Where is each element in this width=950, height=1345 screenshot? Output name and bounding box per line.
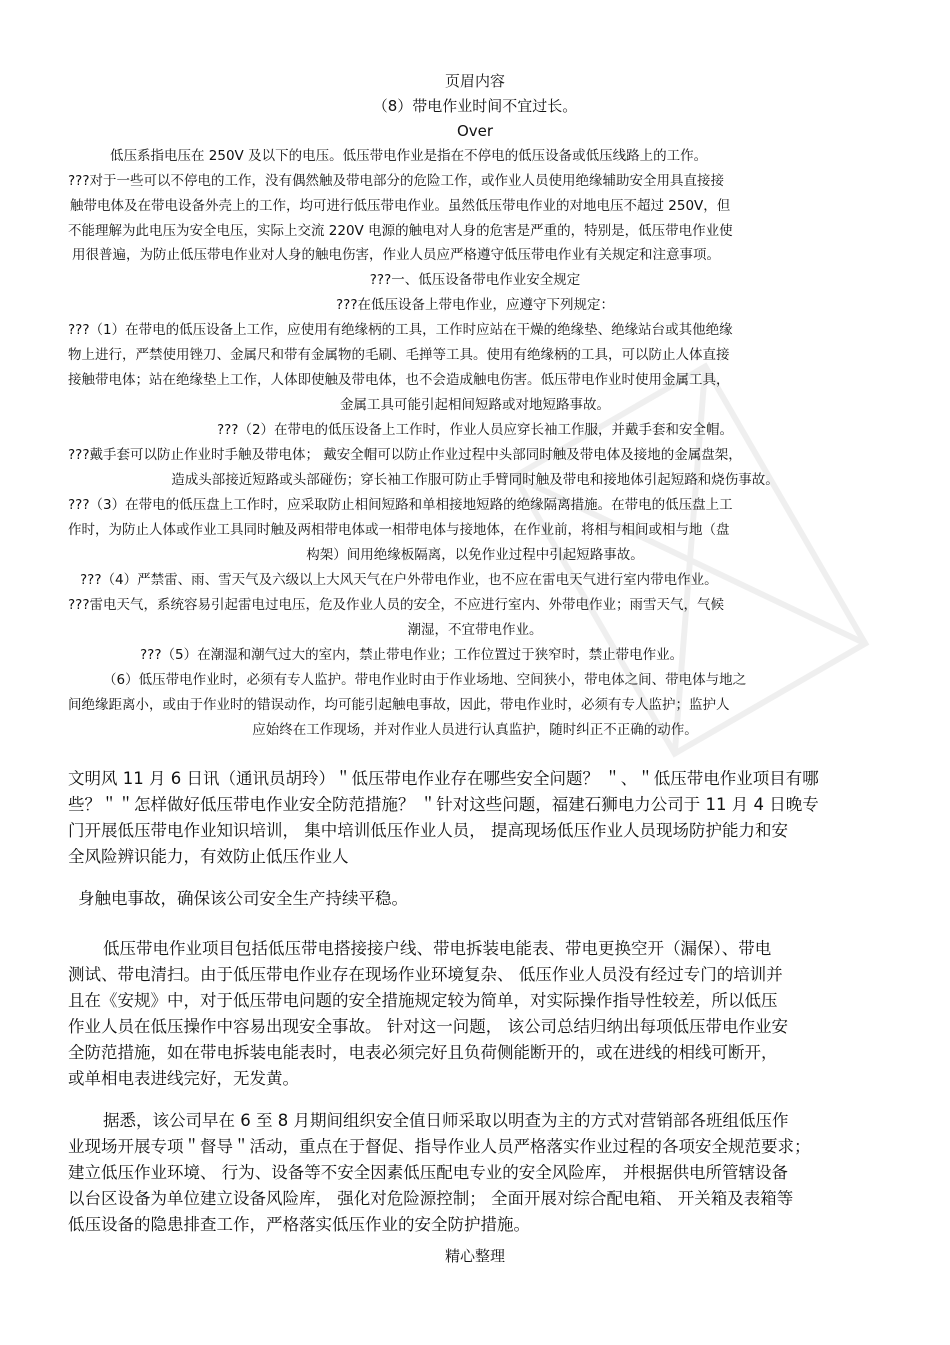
news-paragraph-line: 据悉，该公司早在 6 至 8 月期间组织安全值日师采取以明查为主的方式对营销部各班组低压作 [103, 1111, 789, 1130]
intro-line: 低压系指电压在 250V 及以下的电压。低压带电作业是指在不停电的低压设备或低压线路上的工作。 [110, 148, 708, 164]
page-footer: 精心整理 [444, 1247, 505, 1265]
news-paragraph-line: 建立低压作业环境、 行为、设备等不安全因素低压配电专业的安全风险库， 并根据供电所管辖设备 [68, 1163, 788, 1182]
news-paragraph-line: 测试、带电清扫。由于低压带电作业存在现场作业环境复杂、 低压作业人员没有经过专门的培训并 [68, 965, 783, 984]
news-paragraph-line: 门开展低压带电作业知识培训， 集中培训低压作业人员， 提高现场低压作业人员现场防护能力和安 [68, 821, 788, 840]
rule-line: 作时，为防止人体或作业工具同时触及两相带电体或一相带电体与接地体，在作业前，将相与相间或相与地（盘 [68, 522, 730, 538]
news-paragraph-line: 低压带电作业项目包括低压带电搭接接户线、带电拆装电能表、带电更换空开（漏保）、带电 [103, 939, 772, 958]
intro-line: ???对于一些可以不停电的工作，没有偶然触及带电部分的危险工作，或作业人员使用绝缘辅助安全用具直接接 [68, 173, 724, 189]
news-paragraph-line: 全防范措施，如在带电拆装电能表时，电表必须完好且负荷侧能断开的，或在进线的相线可断开， [68, 1043, 778, 1062]
page-header: 页眉内容 [444, 72, 505, 90]
intro-line: 触带电体及在带电设备外壳上的工作，均可进行低压带电作业。虽然低压带电作业的对地电压不超过 250V，但 [70, 198, 731, 214]
section-subtitle: ???在低压设备上带电作业，应遵守下列规定： [336, 297, 614, 313]
rule-line: ???（5）在潮湿和潮气过大的室内，禁止带电作业；工作位置过于狭窄时，禁止带电作业。 [140, 647, 684, 663]
rule-line: 应始终在工作现场，并对作业人员进行认真监护，随时纠正不正确的动作。 [252, 722, 698, 738]
rule-line: 接触带电体；站在绝缘垫上工作，人体即使触及带电体，也不会造成触电伤害。低压带电作业时使用金属工具， [68, 372, 730, 388]
item-8-heading: （8）带电作业时间不宜过长。 [372, 97, 578, 115]
rule-line: （6）低压带电作业时，必须有专人监护。带电作业时由于作业场地、空间狭小，带电体之间、带电体与地之 [103, 672, 747, 688]
rule-line: 物上进行，严禁使用锉刀、金属尺和带有金属物的毛刷、毛掸等工具。使用有绝缘柄的工具，可以防止人体直接 [68, 347, 730, 363]
news-paragraph-line: 作业人员在低压操作中容易出现安全事故。 针对这一问题， 该公司总结归纳出每项低压带电作业安 [68, 1017, 788, 1036]
intro-line: 用很普遍，为防止低压带电作业对人身的触电伤害，作业人员应严格遵守低压带电作业有关规定和注意事项。 [72, 247, 720, 263]
over-label: Over [456, 122, 494, 140]
news-paragraph-line: 文明风 11 月 6 日讯（通讯员胡玲）＂低压带电作业存在哪些安全问题？ ＂、＂低压带电作业项目有哪 [68, 769, 819, 788]
news-paragraph-line: 或单相电表进线完好，无发黄。 [68, 1069, 299, 1088]
intro-line: 不能理解为此电压为安全电压，实际上交流 220V 电源的触电对人身的危害是严重的，特别是，低压带电作业使 [68, 223, 733, 239]
news-paragraph-line: 身触电事故，确保该公司安全生产持续平稳。 [78, 889, 408, 908]
rule-line: ???（4）严禁雷、雨、雪天气及六级以上大风天气在户外带电作业，也不应在雷电天气进行室内带电作业。 [80, 572, 718, 588]
news-paragraph-line: 业现场开展专项＂督导＂活动，重点在于督促、指导作业人员严格落实作业过程的各项安全规范要求； [68, 1137, 811, 1156]
news-paragraph-line: 以台区设备为单位建立设备风险库， 强化对危险源控制； 全面开展对综合配电箱、 开关箱及表箱等 [68, 1189, 794, 1208]
news-paragraph-line: 低压设备的隐患排查工作，严格落实低压作业的安全防护措施。 [68, 1215, 530, 1234]
rule-line: ???雷电天气，系统容易引起雷电过电压，危及作业人员的安全，不应进行室内、外带电作业；雨雪天气，气候 [68, 597, 724, 613]
section-title: ???一、低压设备带电作业安全规定 [369, 272, 581, 288]
rule-line: 金属工具可能引起相间短路或对地短路事故。 [340, 397, 610, 413]
news-paragraph-line: 全风险辨识能力，有效防止低压作业人 [68, 847, 349, 866]
news-paragraph-line: 些？＂＂怎样做好低压带电作业安全防范措施？ ＂针对这些问题，福建石狮电力公司于 11 月 4 日晚专 [68, 795, 819, 814]
rule-line: ???（3）在带电的低压盘上工作时，应采取防止相间短路和单相接地短路的绝缘隔离措施。在带电的低压盘上工 [68, 497, 733, 513]
rule-line: 构架）间用绝缘板隔离，以免作业过程中引起短路事故。 [306, 547, 644, 563]
news-paragraph-line: 且在《安规》中，对于低压带电问题的安全措施规定较为简单，对实际操作指导性较差，所以低压 [68, 991, 778, 1010]
rule-line: 造成头部接近短路或头部碰伤；穿长袖工作服可防止手臂同时触及带电和接地体引起短路和烧伤事故。 [171, 472, 779, 488]
rule-line: ???戴手套可以防止作业时手触及带电体； 戴安全帽可以防止作业过程中头部同时触及带电体及接地的金属盘架， [68, 447, 742, 463]
rule-line: 间绝缘距离小，或由于作业时的错误动作，均可能引起触电事故，因此，带电作业时，必须有专人监护；监护人 [68, 697, 730, 713]
rule-line: ???（2）在带电的低压设备上工作时，作业人员应穿长袖工作服，并戴手套和安全帽。 [216, 422, 734, 438]
rule-line: 潮湿，不宜带电作业。 [407, 622, 543, 638]
rule-line: ???（1）在带电的低压设备上工作，应使用有绝缘柄的工具，工作时应站在干燥的绝缘垫、绝缘站台或其他绝缘 [68, 322, 733, 338]
